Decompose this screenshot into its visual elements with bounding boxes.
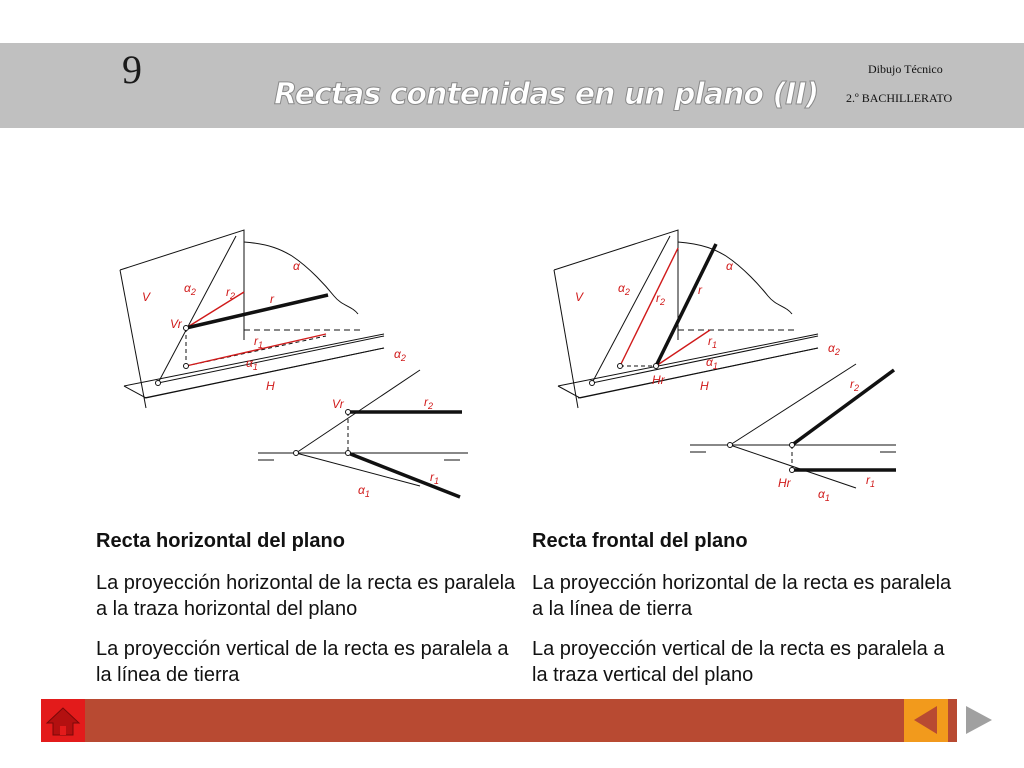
course-level: 2.º BACHILLERATO [846, 91, 953, 105]
next-arrow-icon [958, 699, 1002, 742]
svg-text:α2: $\alpha_2$ [828, 341, 840, 357]
home-button[interactable] [41, 699, 85, 742]
right-caption-text1: La proyección horizontal de la recta es paralela a la línea de tierra [532, 572, 952, 620]
left-caption-text2: La proyección vertical de la recta es paralela a la línea de tierra [96, 638, 509, 686]
svg-text:α2: $\alpha_2$ [394, 347, 406, 363]
svg-text:V: V [142, 290, 151, 304]
svg-text:α: α [293, 259, 300, 273]
home-icon [41, 699, 85, 742]
prev-arrow-icon [904, 699, 948, 742]
svg-text:r2: $r_2$ [656, 291, 666, 307]
svg-text:r1: $r_1$ [254, 334, 264, 350]
left-line-r [186, 295, 328, 328]
svg-text:α2: $\alpha_2$ [618, 281, 630, 297]
next-button[interactable] [958, 699, 1002, 742]
svg-text:α1: $\alpha_1$ [358, 483, 370, 499]
svg-text:Vr: Vr [170, 317, 182, 331]
left-caption-title: Recta horizontal del plano [96, 530, 345, 552]
right-points [590, 364, 659, 386]
prev-button[interactable] [904, 699, 948, 742]
svg-text:r1: $r_1$ [866, 473, 876, 489]
svg-text:Vr: Vr [332, 397, 344, 411]
right-labels-3d [575, 259, 734, 393]
svg-text:r1: $r_1$ [430, 470, 440, 486]
svg-text:α1: $\alpha_1$ [818, 487, 830, 503]
svg-text:r: r [270, 292, 274, 306]
svg-text:α1: $\alpha_1$ [706, 355, 718, 371]
svg-text:α2: $\alpha_2$ [184, 281, 196, 297]
course-subject: Dibujo Técnico [868, 62, 943, 76]
left-caption-text1: La proyección horizontal de la recta es paralela a la traza horizontal del plano [96, 572, 516, 620]
svg-text:r: r [698, 283, 702, 297]
page-title: Rectas contenidas en un plano (II) [274, 77, 819, 112]
svg-text:α: α [726, 259, 733, 273]
footer-bar [41, 699, 957, 742]
right-proj-r2 [792, 370, 894, 445]
svg-text:α1: $\alpha_1$ [246, 356, 258, 372]
right-caption-title: Recta frontal del plano [532, 530, 748, 552]
left-labels-3d [142, 259, 301, 393]
svg-text:V: V [575, 290, 584, 304]
svg-text:H: H [266, 379, 275, 393]
svg-text:r1: $r_1$ [708, 334, 718, 350]
right-labels-proj [778, 341, 875, 503]
left-figure-red-lines [186, 292, 326, 366]
svg-text:Hr: Hr [778, 476, 791, 490]
svg-text:H: H [700, 379, 709, 393]
svg-text:r2: $r_2$ [850, 377, 860, 393]
svg-text:r2: $r_2$ [226, 285, 236, 301]
svg-text:r2: $r_2$ [424, 395, 434, 411]
right-proj-points [728, 443, 795, 473]
unit-number: 9 [122, 47, 142, 92]
left-figure-projection [258, 370, 468, 486]
right-caption-text2: La proyección vertical de la recta es paralela a la traza vertical del plano [532, 638, 945, 686]
svg-text:Hr: Hr [652, 373, 665, 387]
